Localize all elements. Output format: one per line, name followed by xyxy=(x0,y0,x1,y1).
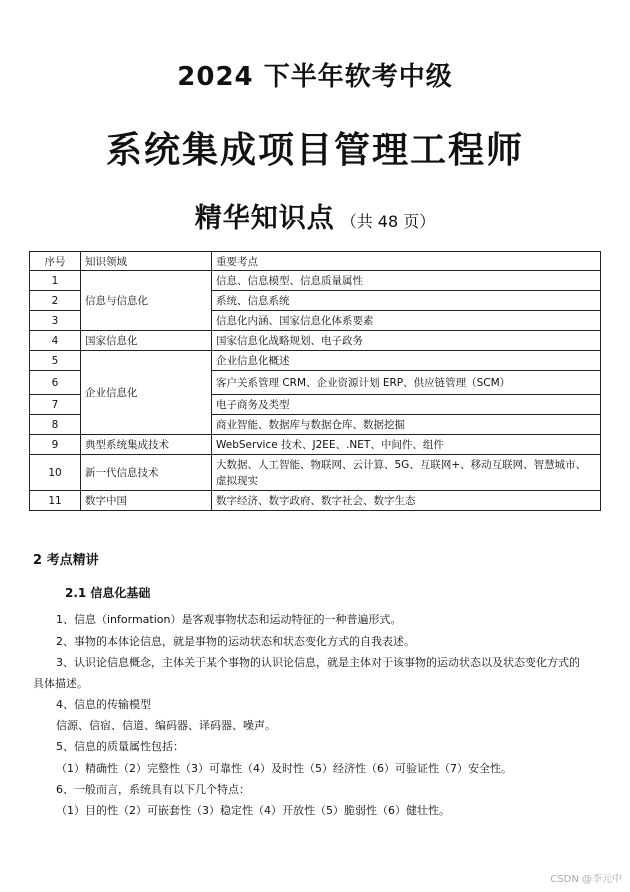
row-no: 6 xyxy=(30,371,81,395)
row-point: 企业信息化概述 xyxy=(212,351,601,371)
row-no: 4 xyxy=(30,331,81,351)
row-no: 5 xyxy=(30,351,81,371)
key-points-table xyxy=(29,251,601,511)
watermark: CSDN @李元中 xyxy=(550,874,622,885)
paragraph: 具体描述。 xyxy=(33,677,88,690)
paragraph: 1、信息（information）是客观事物状态和运动特征的一种普遍形式。 xyxy=(56,613,402,626)
row-point: 商业智能、数据库与数据仓库、数据挖掘 xyxy=(212,415,601,435)
table-row xyxy=(30,271,601,291)
paragraph: 3、认识论信息概念，主体关于某个事物的认识论信息，就是主体对于该事物的运动状态以及状态变化方式的 xyxy=(56,656,580,669)
row-point: WebService 技术、J2EE、.NET、中间件、组件 xyxy=(212,435,601,455)
row-no: 9 xyxy=(30,435,81,455)
paragraph: （1）目的性（2）可嵌套性（3）稳定性（4）开放性（5）脆弱性（6）健壮性。 xyxy=(56,804,450,817)
title3-main: 精华知识点 xyxy=(194,203,335,234)
row-point: 数字经济、数字政府、数字社会、数字生态 xyxy=(212,491,601,511)
row-domain: 新一代信息技术 xyxy=(81,455,212,491)
row-domain: 典型系统集成技术 xyxy=(81,435,212,455)
row-point: 信息、信息模型、信息质量属性 xyxy=(212,271,601,291)
row-no: 10 xyxy=(30,455,81,491)
table-header-row xyxy=(30,252,601,271)
paragraph: 信源、信宿、信道、编码器、译码器、噪声。 xyxy=(56,719,276,732)
row-no: 3 xyxy=(30,311,81,331)
table-row xyxy=(30,351,601,371)
row-point: 电子商务及类型 xyxy=(212,395,601,415)
table-row xyxy=(30,435,601,455)
paragraph: 4、信息的传输模型 xyxy=(56,698,151,711)
table-row xyxy=(30,491,601,511)
row-point: 大数据、人工智能、物联网、云计算、5G、互联网+、移动互联网、智慧城市、虚拟现实 xyxy=(212,455,601,491)
paragraph: 5、信息的质量属性包括： xyxy=(56,740,184,753)
row-point: 客户关系管理 CRM、企业资源计划 ERP、供应链管理（SCM） xyxy=(212,371,601,395)
row-no: 8 xyxy=(30,415,81,435)
header-domain: 知识领域 xyxy=(81,252,212,271)
row-no: 11 xyxy=(30,491,81,511)
row-domain: 数字中国 xyxy=(81,491,212,511)
row-no: 1 xyxy=(30,271,81,291)
document-title-line1: 2024 下半年软考中级 xyxy=(177,62,453,92)
row-point: 系统、信息系统 xyxy=(212,291,601,311)
paragraph: 2、事物的本体论信息，就是事物的运动状态和状态变化方式的自我表述。 xyxy=(56,635,415,648)
table-row xyxy=(30,331,601,351)
document-title-line3 xyxy=(0,196,630,235)
row-point: 国家信息化战略规划、电子政务 xyxy=(212,331,601,351)
subsection-heading: 2.1 信息化基础 xyxy=(65,586,151,600)
row-point: 信息化内涵、国家信息化体系要素 xyxy=(212,311,601,331)
document-title-line2: 系统集成项目管理工程师 xyxy=(105,130,524,171)
row-domain: 信息与信息化 xyxy=(81,271,212,331)
table-row xyxy=(30,455,601,491)
row-domain: 企业信息化 xyxy=(81,351,212,435)
row-domain: 国家信息化 xyxy=(81,331,212,351)
row-no: 2 xyxy=(30,291,81,311)
header-point: 重要考点 xyxy=(212,252,601,271)
section-heading: 2 考点精讲 xyxy=(33,553,99,568)
header-no: 序号 xyxy=(30,252,81,271)
row-no: 7 xyxy=(30,395,81,415)
paragraph: 6、一般而言，系统具有以下几个特点： xyxy=(56,783,250,796)
paragraph: （1）精确性（2）完整性（3）可靠性（4）及时性（5）经济性（6）可验证性（7）安全性。 xyxy=(56,762,512,775)
page-count: （共 48 页） xyxy=(340,212,436,231)
